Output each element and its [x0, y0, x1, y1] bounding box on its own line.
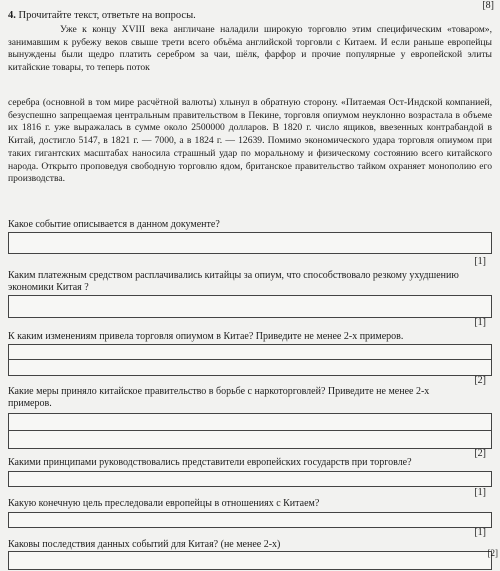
mark-6: [1] [474, 527, 486, 538]
mark-5: [1] [474, 487, 486, 498]
mark-3: [2] [474, 375, 486, 386]
question-3: К каким изменениям привела торговля опиумом в Китае? Приведите не менее 2-х примеров. [8, 331, 404, 342]
task-instruction: Прочитайте текст, ответьте на вопросы. [18, 10, 196, 21]
question-2: Каким платежным средством расплачивались китайцы за опиум, что способствовало резкому ухудшению экономики Китая ? [8, 270, 459, 293]
question-5: Какими принципами руководствовались представители европейских государств при торговле? [8, 457, 412, 468]
answer-box-2[interactable] [8, 295, 492, 318]
answer-line [9, 430, 491, 431]
mark-7: [2] [487, 548, 498, 558]
task-number: 4. [8, 10, 16, 21]
answer-line [9, 359, 491, 360]
text-paragraph-2 [8, 97, 492, 186]
answer-box-7[interactable] [8, 551, 492, 570]
answer-box-1[interactable] [8, 232, 492, 254]
question-7: Каковы последствия данных событий для Китая? (не менее 2-х) [8, 539, 281, 550]
answer-box-6[interactable] [8, 512, 492, 528]
text-paragraph-1 [8, 24, 492, 75]
total-mark: [8] [482, 0, 494, 11]
task-heading [8, 10, 196, 21]
mark-1: [1] [474, 256, 486, 267]
text-part-2: серебра (основной в том мире расчётной валюты) хлынул в обратную сторону. «Питаемая Ост-Индской компанией, безуспешно запрещаемая центральным правительством в Пекине, торговля опиумом неуклонно возрастала в объеме их 1816 г. уже выражалась в сумме около 2500000 долларов. В 1820 г. число ящиков, ввезенных контрабандой в Китай, достигло 5147, в 1821 г. — 7000, а в 1824 г. — 12639. Помимо экономического удара торговля опиумом при таких гигантских масштабах наносила страшный удар по моральному и физическому состоянию всего китайского народа. Открыто проповедуя свободную торговлю ядом, британское правительство тайком охраняет монополию его производства. [8, 97, 492, 185]
answer-box-4[interactable] [8, 413, 492, 449]
text-part-1: Уже к концу XVIII века англичане наладили широкую торговлю этим специфическим «товаром», занимавшим к рубежу веков свыше трети всего объёма английской торговли с Китаем. И если раньше европейцы вынуждены были щедро платить серебром за чаи, шёлк, фарфор и прочие популярные у европейской элиты китайские товары, то теперь поток [8, 24, 492, 74]
mark-4: [2] [474, 448, 486, 459]
question-6: Какую конечную цель преследовали европейцы в отношениях с Китаем? [8, 498, 320, 509]
mark-2: [1] [474, 317, 486, 328]
question-4: Какие меры приняло китайское правительство в борьбе с наркоторговлей? Приведите не менее 2-х примеров. [8, 386, 430, 409]
answer-box-3[interactable] [8, 344, 492, 376]
answer-box-5[interactable] [8, 471, 492, 487]
question-1: Какое событие описывается в данном документе? [8, 219, 220, 230]
